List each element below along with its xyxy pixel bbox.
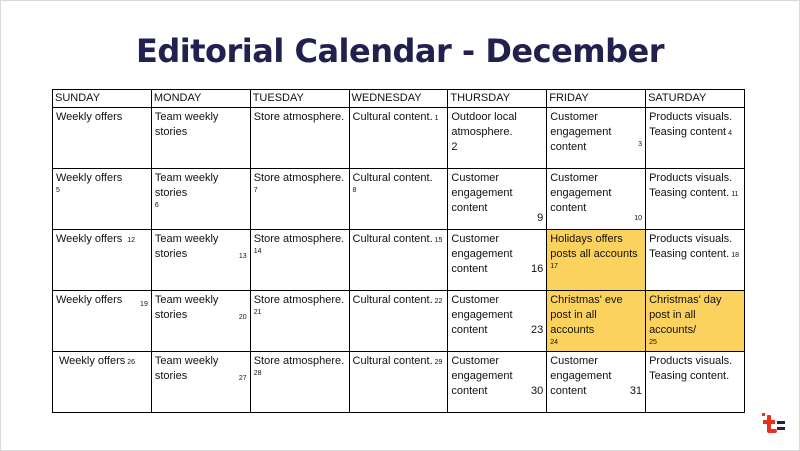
cell-text: Products visuals. Teasing content. xyxy=(649,355,733,382)
day-cell xyxy=(448,230,547,291)
header-sunday: SUNDAY xyxy=(53,90,152,108)
cell-text: Customer engagement content xyxy=(550,355,612,397)
cell-text: Products visuals. Teasing content. xyxy=(649,233,733,260)
day-number: 3 xyxy=(638,141,643,148)
cell-text: Products visuals. Teasing content xyxy=(649,111,733,138)
cell-text: Weekly offers xyxy=(59,355,126,367)
cell-text: Customer engagement content xyxy=(550,172,612,214)
header-friday: FRIDAY xyxy=(547,90,646,108)
week-row xyxy=(53,169,745,230)
day-number: 27 xyxy=(238,375,247,382)
day-cell xyxy=(151,291,250,352)
day-number: 16 xyxy=(530,263,544,275)
day-number: 9 xyxy=(537,212,544,224)
day-cell-highlighted xyxy=(646,291,745,352)
week-row xyxy=(53,230,745,291)
day-number: 4 xyxy=(728,130,733,137)
day-cell xyxy=(646,169,745,230)
header-saturday: SATURDAY xyxy=(646,90,745,108)
cell-text: Store atmosphere. xyxy=(253,233,345,245)
cell-text: Customer engagement content xyxy=(550,111,612,153)
header-monday: MONDAY xyxy=(151,90,250,108)
day-cell xyxy=(53,291,152,352)
day-number: 29 xyxy=(434,359,443,366)
day-number: 6 xyxy=(154,202,159,209)
cell-text: Weekly offers xyxy=(56,172,123,184)
day-number: 2 xyxy=(451,141,458,153)
cell-text: Team weekly stories xyxy=(154,355,219,382)
day-cell-highlighted xyxy=(547,291,646,352)
cell-text: Team weekly stories xyxy=(154,172,219,199)
day-cell xyxy=(250,352,349,413)
cell-text: Cultural content. xyxy=(352,111,433,123)
day-cell xyxy=(349,352,448,413)
cell-text: Cultural content. xyxy=(352,355,433,367)
day-cell xyxy=(151,230,250,291)
day-cell xyxy=(53,352,152,413)
cell-text: Customer engagement content xyxy=(451,294,513,336)
day-cell xyxy=(250,291,349,352)
cell-text: Store atmosphere. xyxy=(253,111,345,123)
weekday-header-row xyxy=(53,90,745,108)
day-number: 30 xyxy=(530,385,544,397)
cell-text: Cultural content. xyxy=(352,294,433,306)
cell-text: Customer engagement content xyxy=(451,172,513,214)
day-number: 23 xyxy=(530,324,544,336)
day-cell xyxy=(349,169,448,230)
day-cell xyxy=(151,169,250,230)
cell-text: Weekly offers xyxy=(56,294,123,306)
week-row xyxy=(53,352,745,413)
day-number: 11 xyxy=(731,191,739,198)
day-number: 15 xyxy=(434,237,443,244)
day-cell xyxy=(151,352,250,413)
day-cell xyxy=(448,108,547,169)
day-number: 7 xyxy=(253,187,258,194)
day-cell xyxy=(349,108,448,169)
day-number: 28 xyxy=(253,370,262,377)
day-number: 26 xyxy=(127,359,136,366)
day-number: 8 xyxy=(352,187,357,194)
brand-logo-icon xyxy=(762,413,786,437)
day-number: 25 xyxy=(649,339,657,346)
day-number: 12 xyxy=(127,237,136,244)
cell-text: Team weekly stories xyxy=(154,294,219,321)
cell-text: Cultural content. xyxy=(352,172,433,184)
cell-text: Customer engagement content xyxy=(451,355,513,397)
day-cell xyxy=(448,352,547,413)
cell-text: Customer engagement content xyxy=(451,233,513,275)
page-title: Editorial Calendar - December xyxy=(135,32,664,70)
cell-text: Christmas' day post in all accounts/ xyxy=(649,294,722,336)
header-tuesday: TUESDAY xyxy=(250,90,349,108)
day-cell xyxy=(250,169,349,230)
cell-text: Holidays offers posts all accounts xyxy=(550,233,638,260)
day-cell xyxy=(448,169,547,230)
day-cell-highlighted xyxy=(547,230,646,291)
day-cell xyxy=(53,169,152,230)
day-cell xyxy=(547,169,646,230)
cell-text: Team weekly stories xyxy=(154,233,219,260)
cell-text: Team weekly stories xyxy=(154,111,219,138)
week-row xyxy=(53,108,745,169)
day-cell xyxy=(547,108,646,169)
day-cell xyxy=(646,230,745,291)
cell-text: Store atmosphere. xyxy=(253,355,345,367)
day-number: 21 xyxy=(253,309,262,316)
header-thursday: THURSDAY xyxy=(448,90,547,108)
day-cell xyxy=(250,230,349,291)
day-cell xyxy=(349,291,448,352)
day-number: 24 xyxy=(550,339,559,346)
day-number: 22 xyxy=(434,298,443,305)
cell-text: Weekly offers xyxy=(56,111,123,123)
day-number: 5 xyxy=(56,187,60,194)
day-cell xyxy=(53,230,152,291)
day-number: 19 xyxy=(140,301,148,308)
cell-text: Cultural content. xyxy=(352,233,433,245)
day-cell xyxy=(646,352,745,413)
day-cell xyxy=(53,108,152,169)
day-number: 17 xyxy=(550,263,559,270)
cell-text: Christmas' eve post in all accounts xyxy=(550,294,623,336)
calendar-table xyxy=(52,89,745,413)
day-number: 14 xyxy=(253,248,262,255)
day-cell xyxy=(448,291,547,352)
day-number: 10 xyxy=(634,215,643,222)
day-cell xyxy=(250,108,349,169)
day-cell xyxy=(349,230,448,291)
day-cell xyxy=(646,108,745,169)
day-number: 18 xyxy=(731,252,739,259)
cell-text: Products visuals. Teasing content. xyxy=(649,172,733,199)
cell-text: Outdoor local atmosphere. xyxy=(451,111,517,138)
cell-text: Store atmosphere. xyxy=(253,172,345,184)
day-number: 1 xyxy=(434,115,439,122)
day-number: 31 xyxy=(629,385,643,397)
week-row xyxy=(53,291,745,352)
day-cell xyxy=(547,352,646,413)
cell-text: Store atmosphere. xyxy=(253,294,345,306)
day-number: 13 xyxy=(238,253,247,260)
cell-text: Weekly offers xyxy=(56,233,123,245)
day-cell xyxy=(151,108,250,169)
day-number: 20 xyxy=(238,314,247,321)
header-wednesday: WEDNESDAY xyxy=(349,90,448,108)
